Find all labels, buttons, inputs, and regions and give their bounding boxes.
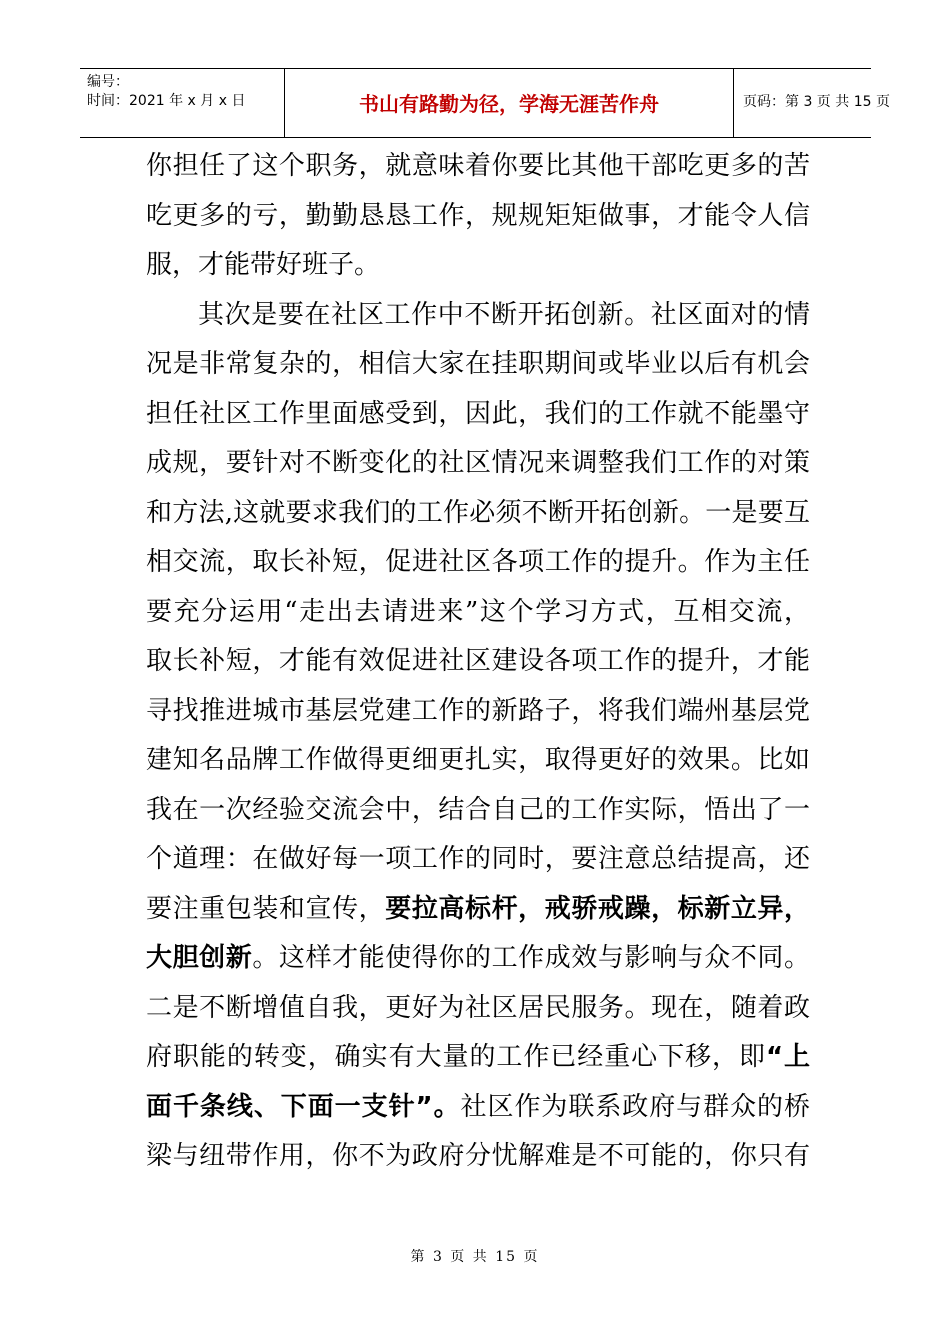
text-line: 你担任了这个职务，就意味着你要比其他干部吃更多的苦: [146, 151, 810, 181]
text-line: 二是不断增值自我，更好为社区居民服务。现在，随着政: [146, 992, 810, 1023]
text-line: 况是非常复杂的，相信大家在挂职期间或毕业以后有机会: [146, 349, 810, 379]
text-line: 个道理：在做好每一项工作的同时，要注意总结提高，还: [146, 844, 810, 874]
text-line: 担任社区工作里面感受到，因此，我们的工作就不能墨守: [146, 398, 810, 429]
text-line: 相交流，取长补短，促进社区各项工作的提升。作为主任: [146, 547, 810, 577]
text-line: 府职能的转变，确实有大量的工作已经重心下移，即“上: [146, 1042, 810, 1072]
body-text: [146, 142, 810, 1182]
bold-emphasis: 面千条线、下面一支针”。: [146, 1091, 461, 1122]
text-line: 取长补短，才能有效促进社区建设各项工作的提升，才能: [146, 646, 810, 676]
text-line: 梁与纽带作用，你不为政府分忧解难是不可能的，你只有: [146, 1141, 810, 1171]
header-page-code: 页码：第 3 页 共 15 页: [743, 94, 890, 110]
bold-emphasis: “上: [765, 1042, 810, 1072]
header-meta-cell: [80, 69, 284, 137]
header-page-cell: [733, 69, 890, 137]
text-line: 吃更多的亏，勤勤恳恳工作，规规矩矩做事，才能令人信: [146, 200, 810, 231]
text-line: 建知名品牌工作做得更细更扎实，取得更好的效果。比如: [146, 745, 810, 775]
text-line: 要充分运用“走出去请进来”这个学习方式，互相交流，: [146, 596, 810, 627]
bold-emphasis: 大胆创新: [146, 943, 253, 973]
text-line: 寻找推进城市基层党建工作的新路子，将我们端州基层党: [146, 695, 810, 726]
text-line: 我在一次经验交流会中，结合自己的工作实际，悟出了一: [146, 794, 810, 825]
text-line: 成规，要针对不断变化的社区情况来调整我们工作的对策: [146, 448, 810, 478]
text-line: 大胆创新。这样才能使得你的工作成效与影响与众不同。: [146, 943, 810, 973]
document-date-label: 时间：2021 年 x 月 x 日: [87, 93, 246, 109]
text-line: 要注重包装和宣传，要拉高标杆，戒骄戒躁，标新立异，: [146, 893, 810, 924]
header-motto-cell: [284, 69, 734, 137]
text-line: 服，才能带好班子。: [146, 250, 381, 280]
page-footer: 第 3 页 共 15 页: [410, 1249, 540, 1265]
document-header: [80, 68, 890, 138]
paragraph-start-line: 其次是要在社区工作中不断开拓创新。社区面对的情: [198, 299, 810, 330]
bold-emphasis: 要拉高标杆，戒骄戒躁，标新立异，: [385, 893, 810, 924]
header-motto: 书山有路勤为径，学海无涯苦作舟: [359, 92, 659, 116]
document-number-label: 编号：: [87, 74, 129, 90]
text-line: 和方法,这就要求我们的工作必须不断开拓创新。一是要互: [146, 497, 810, 528]
text-line: 面千条线、下面一支针”。社区作为联系政府与群众的桥: [146, 1091, 810, 1122]
